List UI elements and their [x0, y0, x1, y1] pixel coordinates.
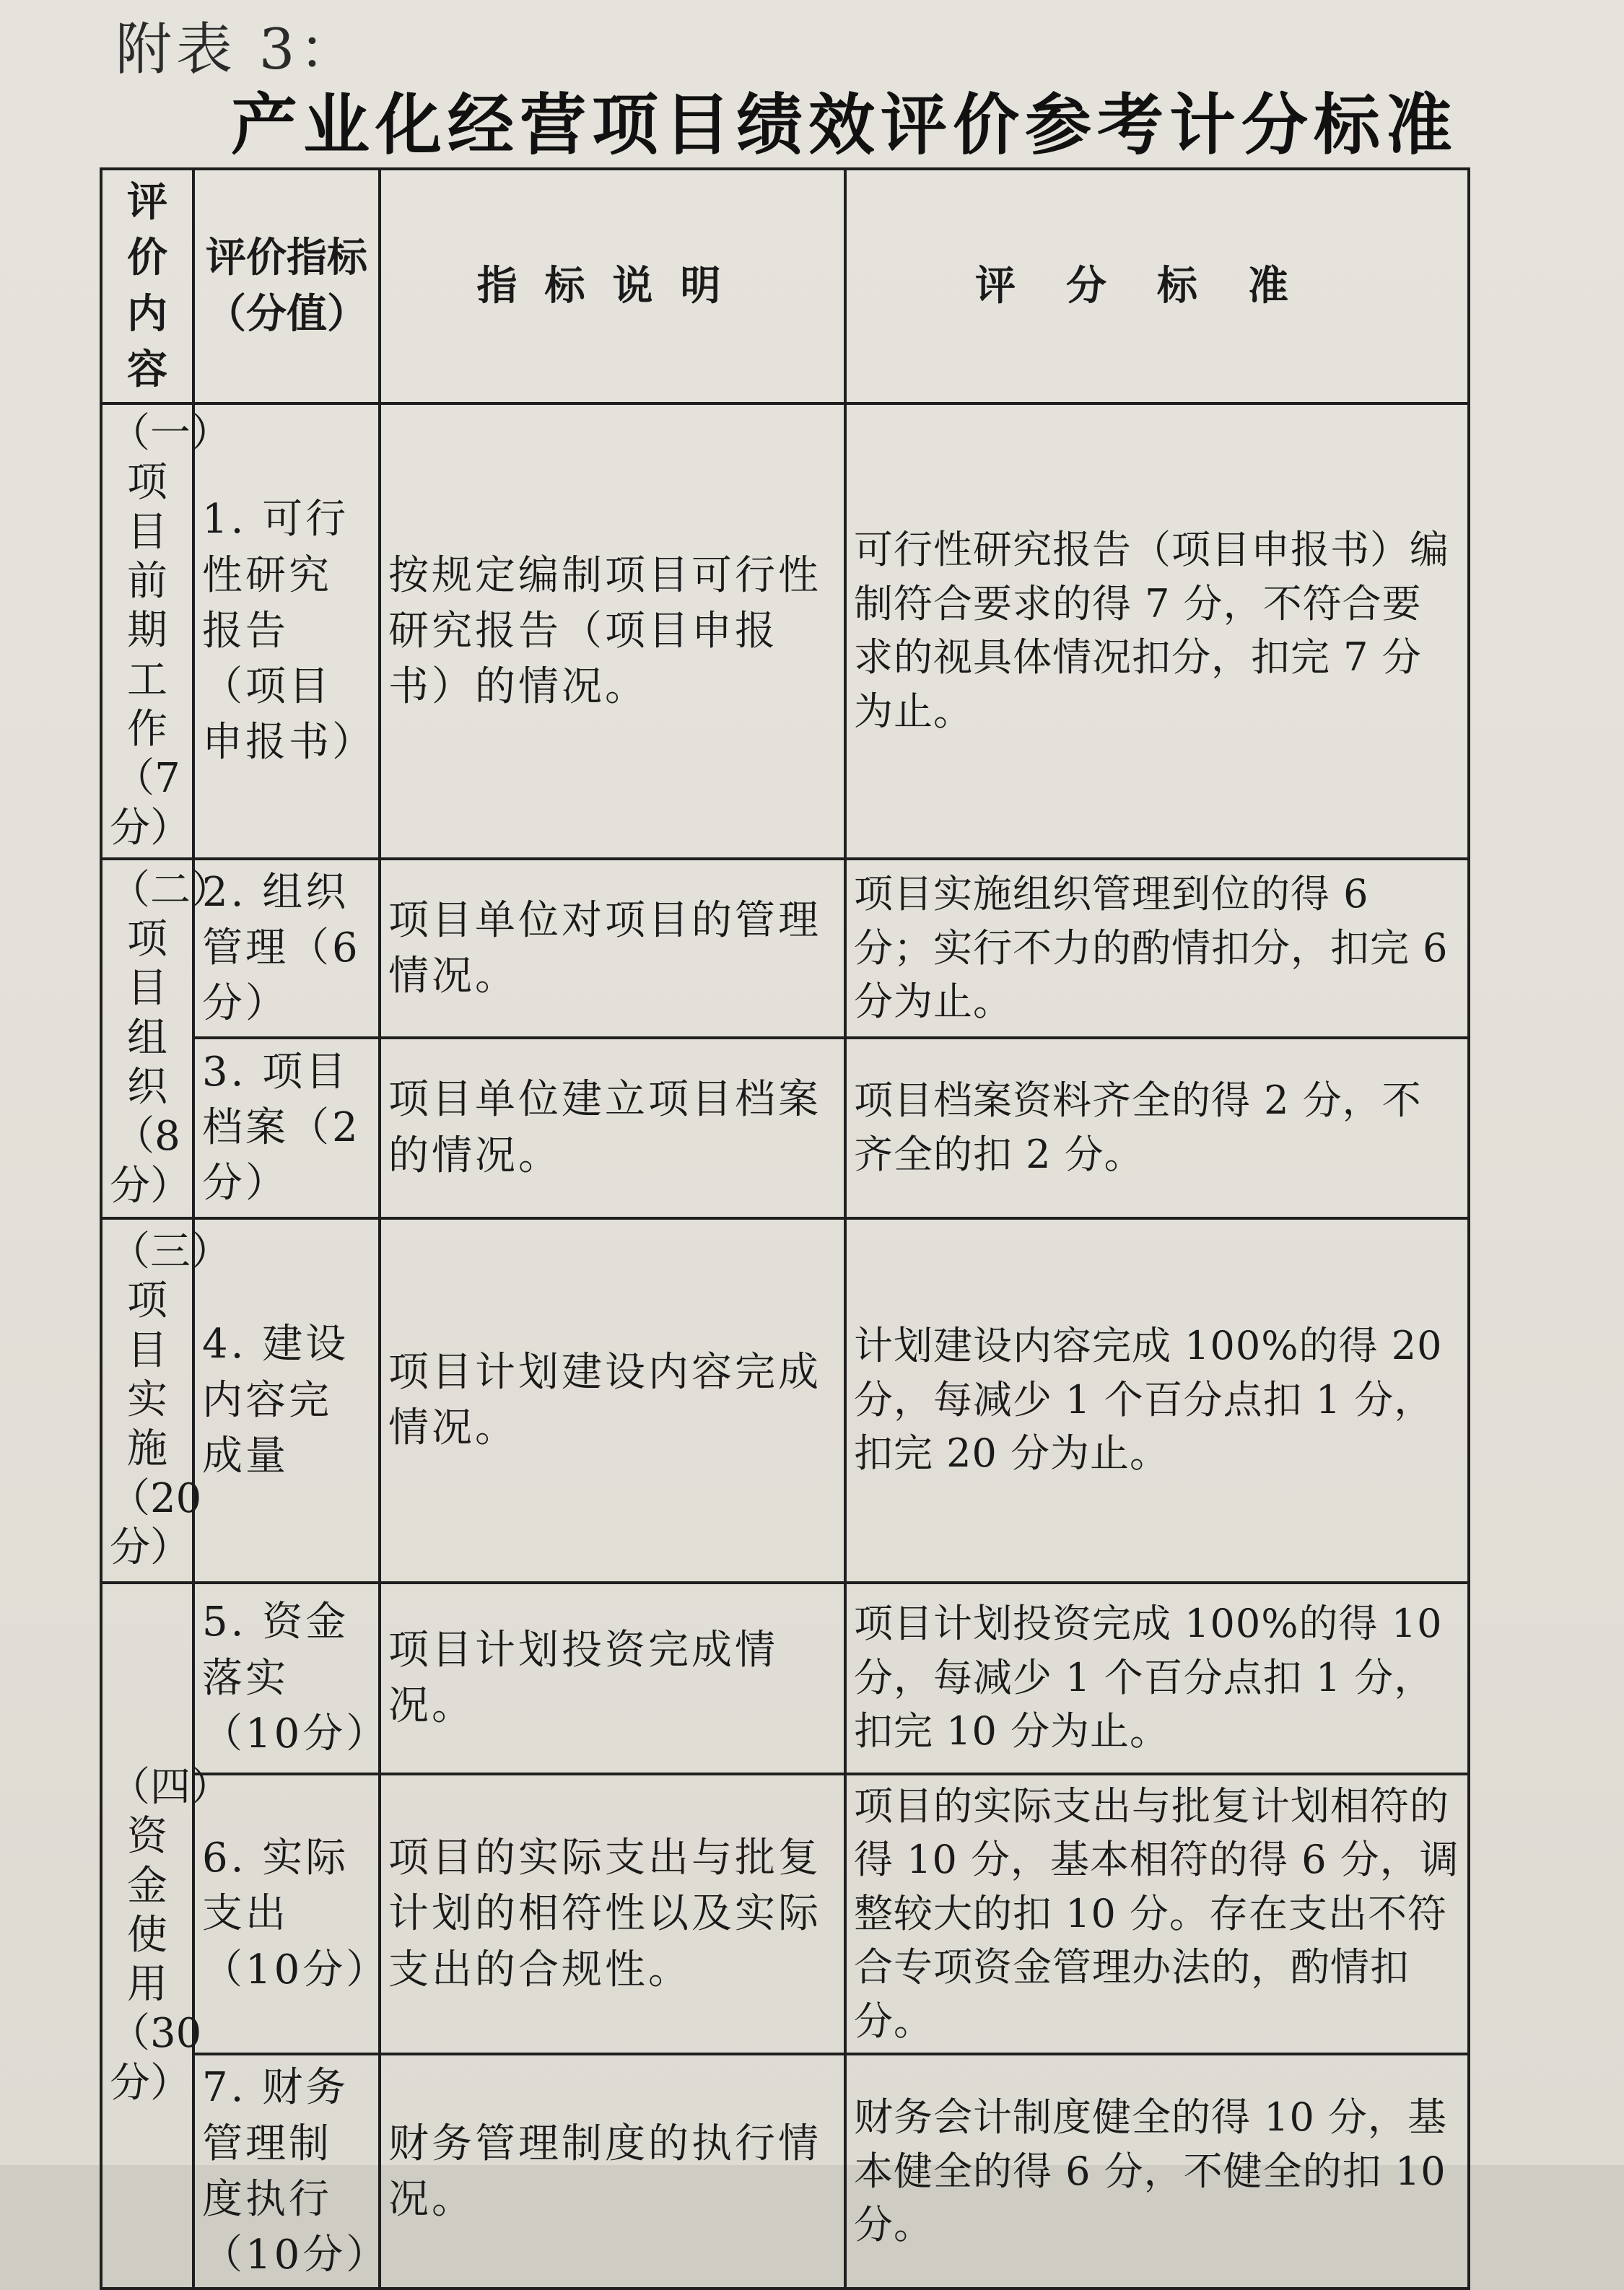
standard-cell: 计划建设内容完成 100%的得 20 分，每减少 1 个百分点扣 1 分，扣完 20 分为止。	[845, 1218, 1469, 1583]
indicator-cell: 3. 项目档案（2分）	[193, 1038, 380, 1218]
table-row	[101, 2054, 1469, 2289]
category-label: （二） 项 目 组 织 （8分）	[110, 866, 231, 1210]
indicator-cell: 6. 实际支出（10分）	[193, 1774, 380, 2055]
table-row	[101, 403, 1469, 859]
description-cell: 项目单位建立项目档案的情况。	[380, 1038, 845, 1218]
table-row	[101, 1218, 1469, 1583]
description-cell: 财务管理制度的执行情况。	[380, 2054, 845, 2289]
standard-cell: 项目实施组织管理到位的得 6 分；实行不力的酌情扣分，扣完 6 分为止。	[845, 859, 1469, 1038]
standard-cell: 项目的实际支出与批复计划相符的得 10 分，基本相符的得 6 分，调整较大的扣 10 分。存在支出不符合专项资金管理办法的，酌情扣分。	[845, 1774, 1469, 2055]
standard-cell: 财务会计制度健全的得 10 分，基本健全的得 6 分，不健全的扣 10 分。	[845, 2054, 1469, 2289]
description-cell: 项目计划建设内容完成情况。	[380, 1218, 845, 1583]
header-content: 评价内容	[101, 169, 193, 403]
description-cell: 项目计划投资完成情况。	[380, 1583, 845, 1774]
category-label: （四） 资 金 使 用 （30分）	[110, 1763, 231, 2107]
annex-label: 附表 3：	[115, 17, 360, 82]
indicator-cell: 2. 组织管理（6分）	[193, 859, 380, 1038]
header-description: 指标说明	[380, 169, 845, 403]
category-cell	[101, 859, 231, 1218]
standard-cell: 项目档案资料齐全的得 2 分，不齐全的扣 2 分。	[845, 1038, 1469, 1218]
page-title: 产业化经营项目绩效评价参考计分标准	[231, 86, 1459, 164]
indicator-cell: 1. 可行性研究报告（项目申报书）	[193, 403, 380, 859]
table-row	[101, 859, 1469, 1038]
category-label: （一） 项 目 前 期 工 作 （7分）	[110, 410, 231, 852]
table-row	[101, 1038, 1469, 1218]
indicator-cell: 5. 资金落实（10分）	[193, 1583, 380, 1774]
indicator-cell: 7. 财务管理制度执行（10分）	[193, 2054, 380, 2289]
header-standard: 评分标准	[845, 169, 1469, 403]
description-cell: 项目单位对项目的管理情况。	[380, 859, 845, 1038]
indicator-cell: 4. 建设内容完成量	[193, 1218, 380, 1583]
category-cell	[101, 1583, 231, 2289]
standard-cell: 项目计划投资完成 100%的得 10 分，每减少 1 个百分点扣 1 分，扣完 10 分为止。	[845, 1583, 1469, 1774]
category-cell	[101, 1218, 231, 1583]
category-cell	[101, 403, 231, 859]
scoring-table	[100, 167, 1470, 2290]
table-row	[101, 1583, 1469, 1774]
description-cell: 按规定编制项目可行性研究报告（项目申报书）的情况。	[380, 403, 845, 859]
table-row	[101, 1774, 1469, 2055]
description-cell: 项目的实际支出与批复计划的相符性以及实际支出的合规性。	[380, 1774, 845, 2055]
table-header-row	[101, 169, 1469, 403]
standard-cell: 可行性研究报告（项目申报书）编制符合要求的得 7 分，不符合要求的视具体情况扣分，扣完 7 分为止。	[845, 403, 1469, 859]
category-label: （三） 项 目 实 施 （20分）	[110, 1228, 231, 1571]
header-indicator: 评价指标（分值）	[193, 169, 380, 403]
